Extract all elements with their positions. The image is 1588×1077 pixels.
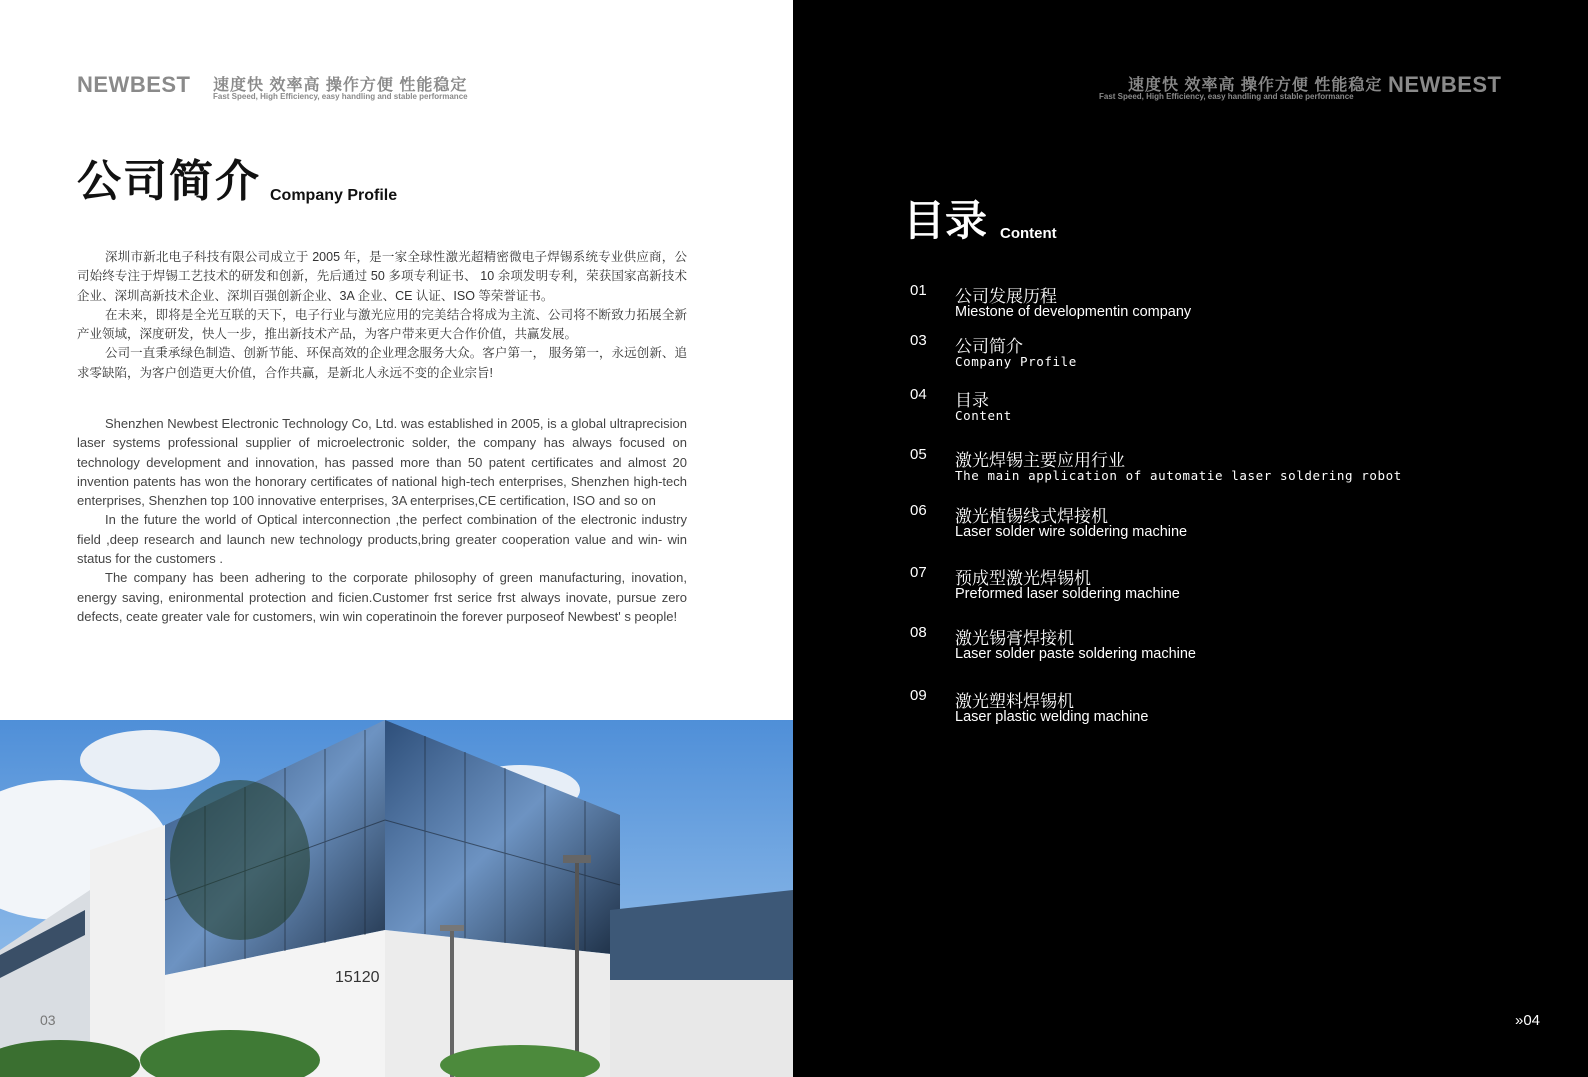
toc-item-number: 05	[910, 446, 927, 463]
slogan-cn: 速度快 效率高 操作方便 性能稳定	[1128, 77, 1383, 94]
toc-item-title: 公司简介	[955, 337, 1023, 356]
toc-item-subtitle: The main application of automatie laser soldering robot	[955, 468, 1402, 483]
toc-item-number: 08	[910, 624, 927, 641]
page-title-cn: 公司简介	[77, 157, 261, 206]
intro-en-paragraph: In the future the world of Optical interconnection ,the perfect combination of the electronic industry field ,deep research and launch new technology products,bring greater cooperation value and win- win status for the customers .	[77, 512, 687, 567]
toc-item-subtitle: Laser plastic welding machine	[955, 709, 1149, 725]
right-page	[793, 0, 1588, 1077]
intro-en-paragraph: Shenzhen Newbest Electronic Technology Co, Ltd. was established in 2005, is a global ultraprecision laser systems professional supplier of microelectronic solder, the company has always focused on technology development and innovation, has passed more than 50 patent certificates and almost 20 invention patents has won the honorary certificates of national high-tech enterprises, Shenzhen high-tech enterprises, Shenzhen top 100 innovative enterprises, 3A enterprises,CE certification, ISO and so on	[77, 416, 687, 509]
toc-item-number: 09	[910, 687, 927, 704]
toc-item-number: 04	[910, 386, 927, 403]
page-number-right: »04	[1515, 1012, 1541, 1029]
slogan-cn: 速度快 效率高 操作方便 性能稳定	[213, 77, 468, 94]
slogan-en: Fast Speed, High Efficiency, easy handling and stable performance	[213, 92, 468, 101]
toc-item-title: 目录	[955, 391, 989, 410]
toc-item-title: 激光塑料焊锡机	[955, 692, 1074, 711]
toc-title-cn: 目录	[903, 197, 988, 244]
brand-logo: NEWBEST	[77, 72, 191, 97]
toc-item-number: 03	[910, 332, 927, 349]
intro-cn-paragraph: 在未来，即将是全光互联的天下，电子行业与激光应用的完美结合将成为主流、公司将不断致力拓展全新产业领域，深度研发，快人一步，推出新技术产品，为客户带来更大合作价值，共赢发展。	[77, 307, 687, 342]
toc-item-number: 01	[910, 282, 927, 299]
toc-item-title: 激光植锡线式焊接机	[955, 507, 1108, 526]
intro-en	[77, 414, 687, 626]
toc-title-en: Content	[1000, 225, 1057, 242]
toc-item-number: 07	[910, 564, 927, 581]
toc-item-subtitle: Miestone of developmentin company	[955, 304, 1192, 320]
toc-item-subtitle: Laser solder paste soldering machine	[955, 646, 1196, 662]
building-number: 15120	[335, 969, 380, 986]
toc-item-title: 公司发展历程	[955, 287, 1057, 306]
page-number-left: 03	[40, 1012, 56, 1028]
left-page	[0, 0, 793, 1077]
toc-item-subtitle: Company Profile	[955, 354, 1077, 369]
toc-item-title: 预成型激光焊锡机	[955, 569, 1091, 588]
toc-item-title: 激光锡膏焊接机	[955, 629, 1074, 648]
intro-cn	[77, 248, 687, 383]
page-title-en: Company Profile	[270, 187, 398, 204]
toc-item-subtitle: Preformed laser soldering machine	[955, 586, 1180, 602]
toc-item-subtitle: Laser solder wire soldering machine	[955, 524, 1188, 540]
intro-cn-paragraph: 公司一直秉承绿色制造、创新节能、环保高效的企业理念服务大众。客户第一， 服务第一，永远创新、追求零缺陷，为客户创造更大价值，合作共赢，是新北人永远不变的企业宗旨!	[77, 346, 687, 380]
intro-cn-paragraph: 深圳市新北电子科技有限公司成立于 2005 年，是一家全球性激光超精密微电子焊锡系统专业供应商，公司始终专注于焊锡工艺技术的研发和创新，先后通过 50 多项专利证书、 10 余项发明专利，荣获国家高新技术企业、深圳高新技术企业、深圳百强创新企业、3A 企业、CE 认证、ISO 等荣誉证书。	[77, 250, 687, 303]
slogan-en: Fast Speed, High Efficiency, easy handling and stable performance	[1099, 92, 1354, 101]
toc-item-number: 06	[910, 502, 927, 519]
toc-item-title: 激光焊锡主要应用行业	[955, 451, 1125, 470]
intro-en-paragraph: The company has been adhering to the corporate philosophy of green manufacturing, inovation, energy saving, enironmental protection and ficien.Customer frst serice frst always inovate, pursue zero defects, ceate greater vale for customers, win win coperatinoin the forever purposeof Newbest' s people!	[77, 570, 687, 624]
toc-item-subtitle: Content	[955, 408, 1012, 423]
building-photo	[0, 720, 793, 1077]
brand-logo: NEWBEST	[1388, 72, 1502, 97]
